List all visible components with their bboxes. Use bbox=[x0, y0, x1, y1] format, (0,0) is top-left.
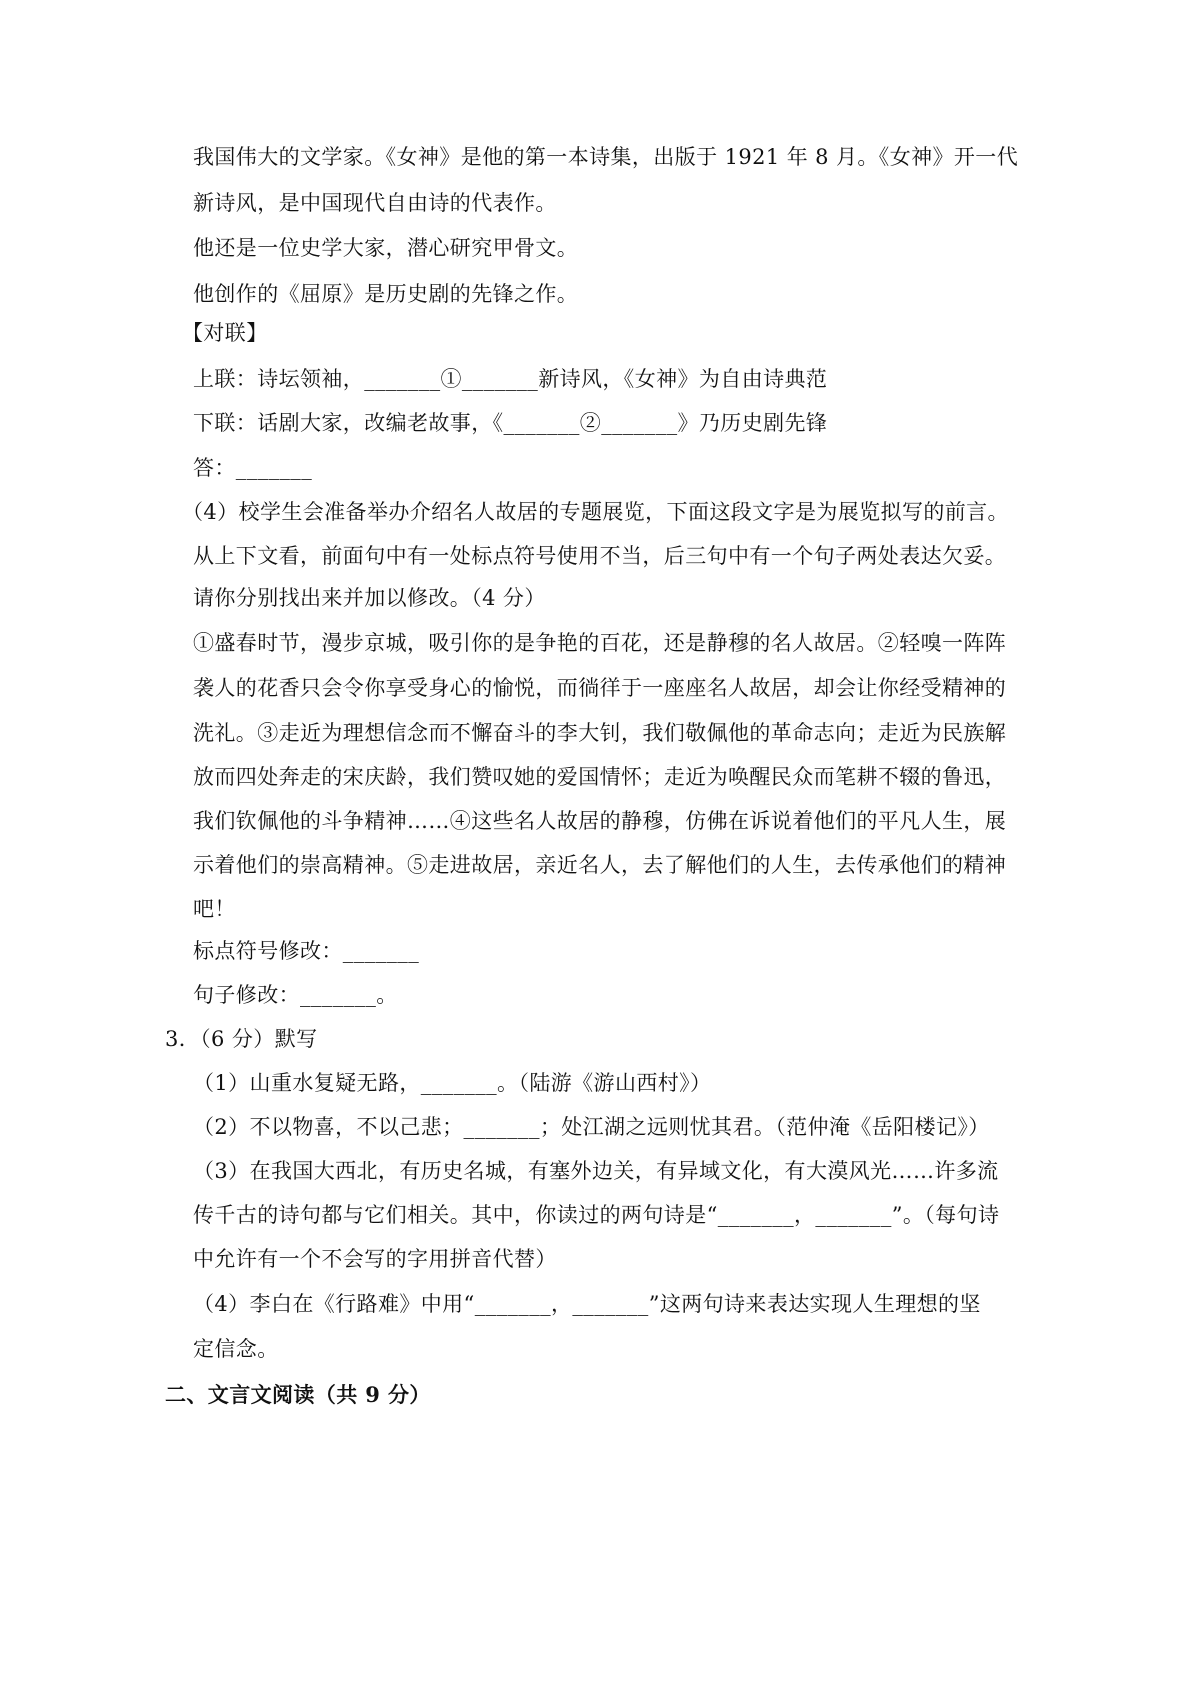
q3-item-3-line-1: （3）在我国大西北，有历史名城，有塞外边关，有异域文化，有大漠风光……许多流 bbox=[193, 1159, 999, 1183]
section-two-heading: 二、文言文阅读（共 9 分） bbox=[165, 1382, 431, 1407]
passage-line-3: 洗礼。③走近为理想信念而不懈奋斗的李大钊，我们敬佩他的革命志向；走近为民族解 bbox=[193, 721, 1007, 745]
couplet-lower: 下联：话剧大家，改编老故事，《_______②_______》乃历史剧先锋 bbox=[193, 411, 828, 435]
q4-prompt-line-2: 从上下文看，前面句中有一处标点符号使用不当，后三句中有一个句子两处表达欠妥。 bbox=[193, 544, 1007, 568]
intro-line-3: 他还是一位史学大家，潜心研究甲骨文。 bbox=[193, 236, 579, 260]
passage-line-5: 我们钦佩他的斗争精神……④这些名人故居的静穆，仿佛在诉说着他们的平凡人生，展 bbox=[193, 809, 1007, 833]
q3-item-2: （2）不以物喜，不以己悲；_______；处江湖之远则忧其君。（范仲淹《岳阳楼记》） bbox=[193, 1115, 990, 1139]
q3-item-3-line-2: 传千古的诗句都与它们相关。其中，你读过的两句诗是“_______，_______”。（每句诗 bbox=[193, 1203, 1000, 1227]
q3-item-3-line-3: 中允许有一个不会写的字用拼音代替） bbox=[193, 1247, 557, 1271]
passage-line-7: 吧！ bbox=[193, 897, 236, 921]
q3-item-4-line-1: （4）李白在《行路难》中用“_______，_______”这两句诗来表达实现人生理想的坚 bbox=[193, 1292, 981, 1316]
couplet-upper: 上联：诗坛领袖，_______①_______新诗风，《女神》为自由诗典范 bbox=[193, 367, 828, 391]
q4-prompt-line-1: （4）校学生会准备举办介绍名人故居的专题展览，下面这段文字是为展览拟写的前言。 bbox=[182, 500, 1009, 524]
couplet-answer: 答：_______ bbox=[193, 456, 313, 480]
q3-item-4-line-2: 定信念。 bbox=[193, 1337, 279, 1361]
passage-line-4: 放而四处奔走的宋庆龄，我们赞叹她的爱国情怀；走近为唤醒民众而笔耕不辍的鲁迅， bbox=[193, 765, 1007, 789]
passage-line-1: ①盛春时节，漫步京城，吸引你的是争艳的百花，还是静穆的名人故居。②轻嗅一阵阵 bbox=[193, 631, 1007, 655]
question-3-heading: 3．（6 分）默写 bbox=[165, 1027, 318, 1051]
passage-line-6: 示着他们的崇高精神。⑤走进故居，亲近名人，去了解他们的人生，去传承他们的精神 bbox=[193, 853, 1007, 877]
intro-line-1: 我国伟大的文学家。《女神》是他的第一本诗集，出版于 1921 年 8 月。《女神》开一代 bbox=[193, 145, 1019, 169]
intro-line-4: 他创作的《屈原》是历史剧的先锋之作。 bbox=[193, 282, 579, 306]
intro-line-2: 新诗风，是中国现代自由诗的代表作。 bbox=[193, 191, 557, 215]
couplet-heading: 【对联】 bbox=[182, 321, 268, 345]
sentence-answer: 句子修改：_______。 bbox=[193, 983, 398, 1007]
passage-line-2: 袭人的花香只会令你享受身心的愉悦，而徜徉于一座座名人故居，却会让你经受精神的 bbox=[193, 676, 1007, 700]
punctuation-answer: 标点符号修改：_______ bbox=[193, 939, 420, 963]
q4-prompt-line-3: 请你分别找出来并加以修改。（4 分） bbox=[193, 586, 546, 610]
q3-item-1: （1）山重水复疑无路，_______。（陆游《游山西村》） bbox=[193, 1071, 712, 1095]
